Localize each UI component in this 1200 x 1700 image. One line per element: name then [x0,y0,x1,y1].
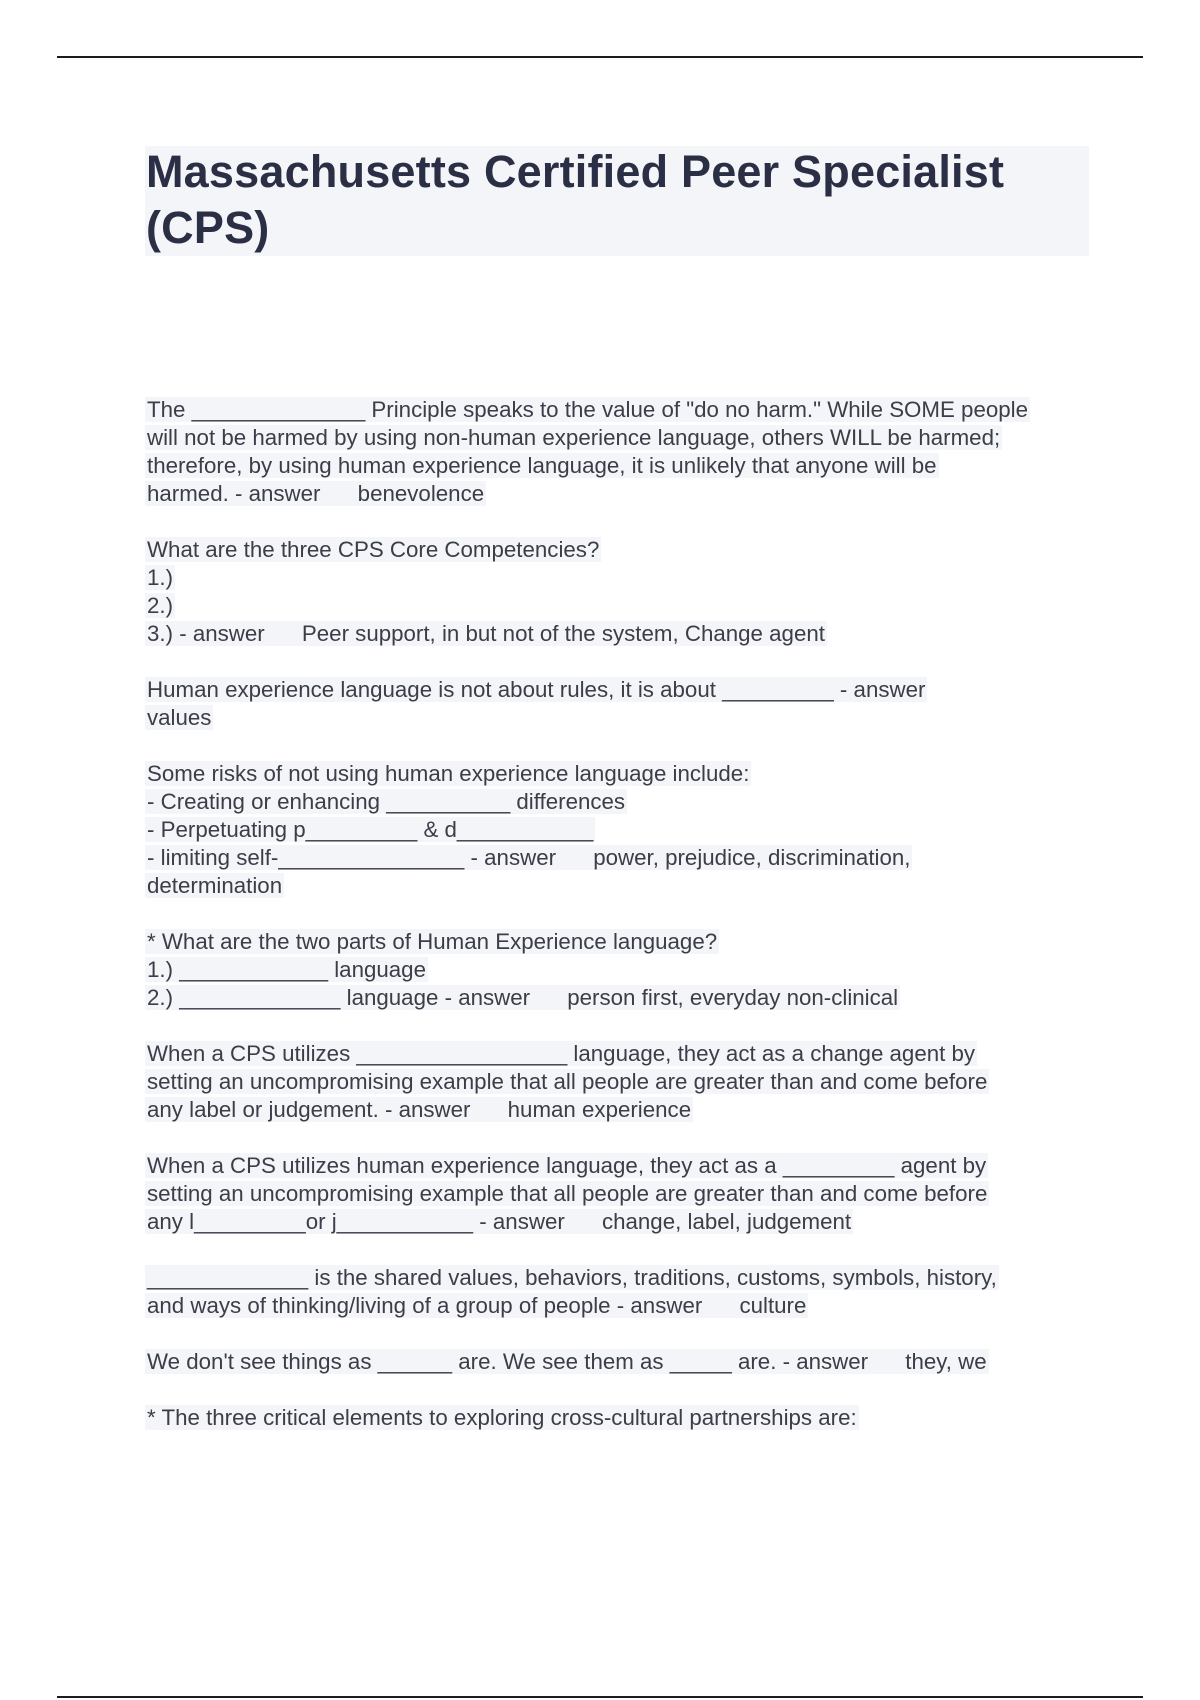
question-line: When a CPS utilizes _________________ language, they act as a change agent by [147,1041,976,1066]
title-line-2: (CPS) [146,202,270,253]
answer-text: power, prejudice, discrimination, [593,845,911,870]
question-line: 3.) - answer [147,621,265,646]
question-line: Some risks of not using human experience language include: [147,761,750,786]
flashcard [145,1040,1095,1124]
flashcard [145,1264,1095,1320]
flashcard-list [145,396,1095,1460]
document-title [146,144,1086,256]
header-rule [57,56,1143,58]
answer-text: human experience [507,1097,692,1122]
question-line: _____________ is the shared values, behaviors, traditions, customs, symbols, history, [147,1265,997,1290]
flashcard [145,396,1095,508]
flashcard [145,760,1095,900]
answer-text: benevolence [357,481,485,506]
flashcard [145,536,1095,648]
flashcard [145,676,1095,732]
question-line: any l_________or j___________ - answer [147,1209,565,1234]
question-line: 2.) [147,593,174,618]
answer-text: change, label, judgement [601,1209,852,1234]
question-line: * The three critical elements to exploring cross-cultural partnerships are: [147,1405,857,1430]
answer-text: Peer support, in but not of the system, Change agent [301,621,825,646]
question-line: We don't see things as ______ are. We see them as _____ are. - answer [147,1349,869,1374]
flashcard [145,928,1095,1012]
question-line: What are the three CPS Core Competencies? [147,537,600,562]
question-line: setting an uncompromising example that all people are greater than and come before [147,1069,988,1094]
flashcard [145,1152,1095,1236]
question-line: - Perpetuating p_________ & d___________ [147,817,594,842]
question-line: will not be harmed by using non-human experience language, others WILL be harmed; [147,425,1001,450]
question-line: setting an uncompromising example that all people are greater than and come before [147,1181,988,1206]
question-line: When a CPS utilizes human experience language, they act as a _________ agent by [147,1153,987,1178]
question-line: therefore, by using human experience language, it is unlikely that anyone will be [147,453,937,478]
question-line: and ways of thinking/living of a group of people - answer [147,1293,703,1318]
title-line-1: Massachusetts Certified Peer Specialist [146,146,1005,197]
question-line: The ______________ Principle speaks to the value of "do no harm." While SOME people [147,397,1028,422]
answer-text: they, we [905,1349,987,1374]
footer-rule [57,1696,1143,1698]
flashcard [145,1404,1095,1432]
question-line: any label or judgement. - answer [147,1097,471,1122]
question-line: Human experience language is not about rules, it is about _________ - answer [147,677,926,702]
question-line: - Creating or enhancing __________ differences [147,789,626,814]
answer-text: values [147,705,212,730]
answer-text-continued: determination [147,873,283,898]
answer-text: culture [739,1293,807,1318]
question-line: 1.) [147,565,174,590]
flashcard [145,1348,1095,1376]
question-line: * What are the two parts of Human Experience language? [147,929,718,954]
question-line: harmed. - answer [147,481,321,506]
question-line: 2.) _____________ language - answer [147,985,531,1010]
question-line: - limiting self-_______________ - answer [147,845,557,870]
question-line: 1.) ____________ language [147,957,426,982]
answer-text: person first, everyday non-clinical [567,985,899,1010]
